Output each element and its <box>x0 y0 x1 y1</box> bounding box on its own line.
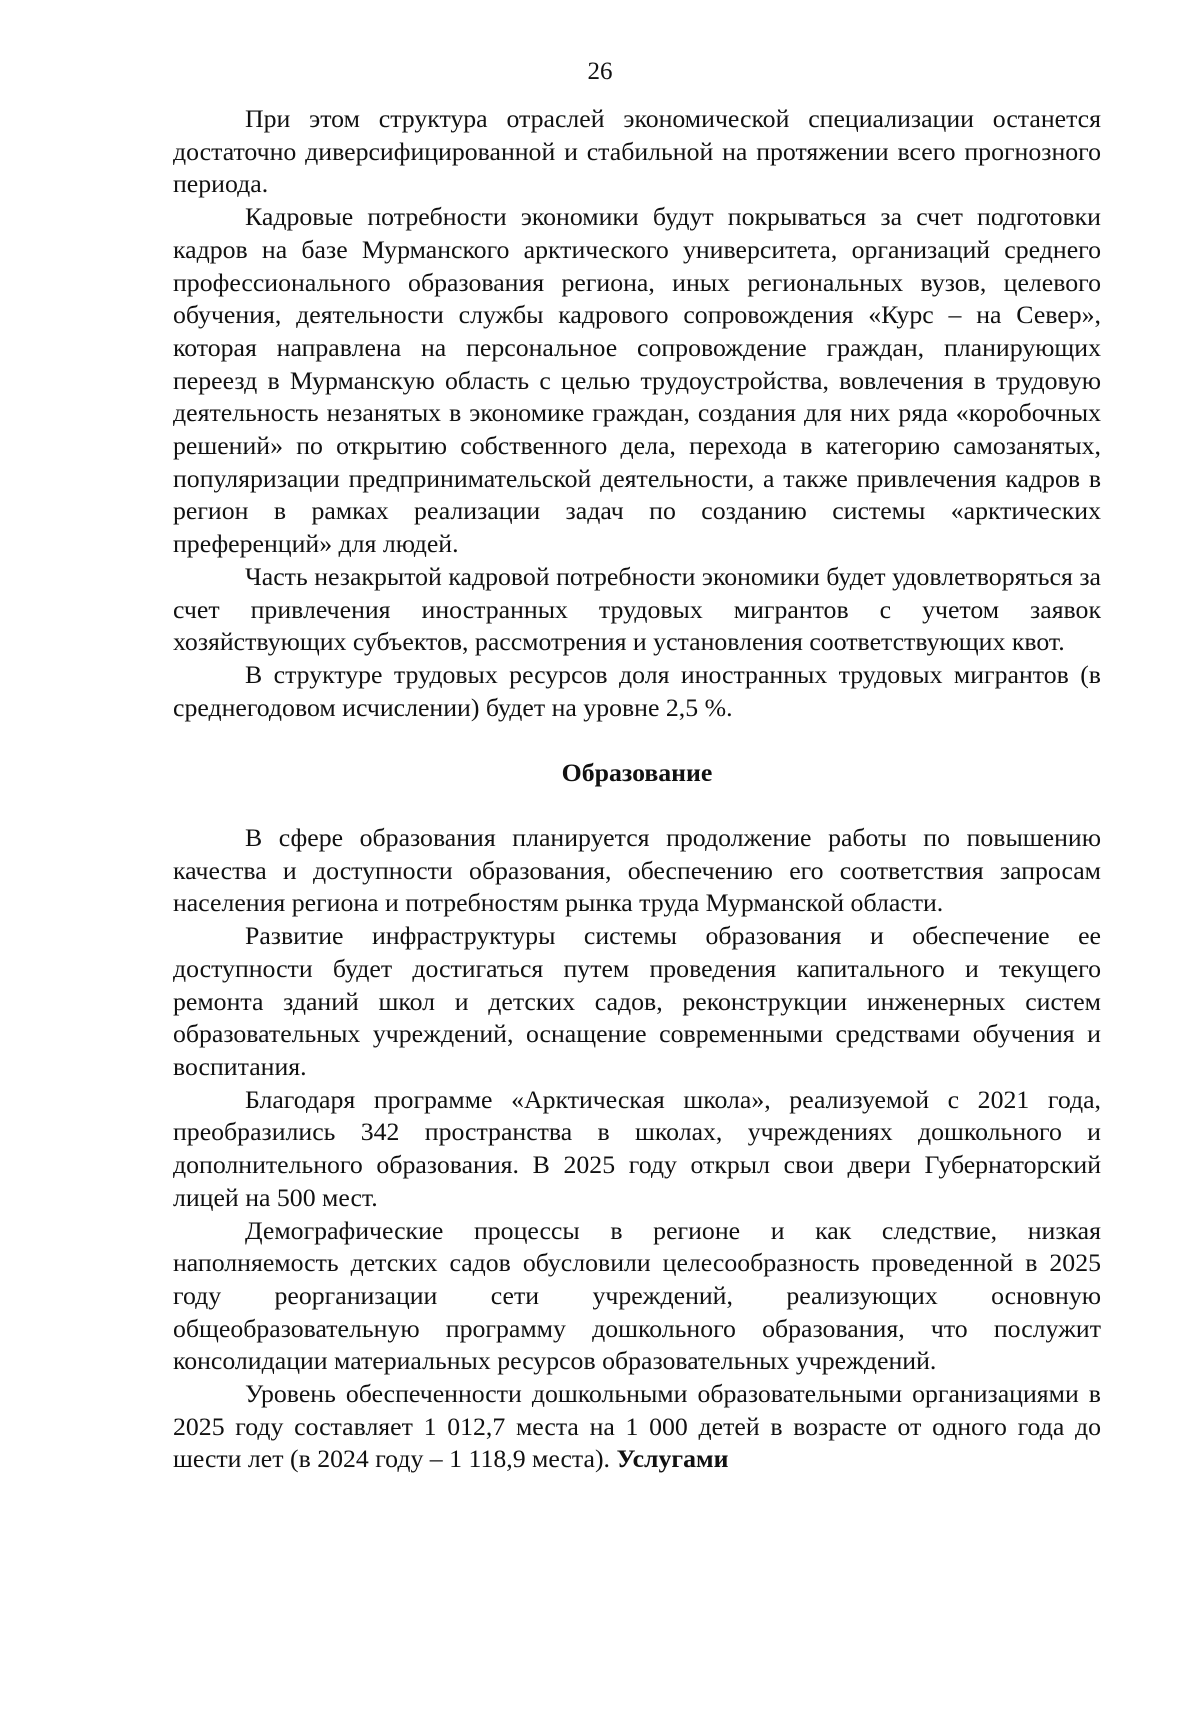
paragraph: При этом структура отраслей экономической специализации останется достаточно диверсифицированной и стабильной на протяжении всего прогнозного периода. <box>173 104 1101 199</box>
paragraph: Часть незакрытой кадровой потребности экономики будет удовлетворяться за счет привлечения иностранных трудовых мигрантов с учетом заявок хозяйствующих субъектов, рассмотрения и установления соответствующих квот. <box>173 561 1101 657</box>
paragraph-last-bold-tail: Услугами <box>616 1444 729 1474</box>
page-number: 26 <box>587 58 613 85</box>
paragraph: В сфере образования планируется продолжение работы по повышению качества и доступности образования, обеспечению его соответствия запросам населения региона и потребностям рынка труда Мурманской области. <box>173 823 1101 918</box>
paragraph: В структуре трудовых ресурсов доля иностранных трудовых мигрантов (в среднегодовом исчислении) будет на уровне 2,5 %. <box>173 659 1101 722</box>
paragraph: Демографические процессы в регионе и как следствие, низкая наполняемость детских садов обусловили целесообразность проведенной в 2025 году реорганизации сети учреждений, реализующих основную общеобразовательную программу дошкольного образования, что послужит консолидации материальных ресурсов образовательных учреждений. <box>173 1215 1101 1376</box>
paragraph: Кадровые потребности экономики будут покрываться за счет подготовки кадров на базе Мурманского арктического университета, организаций среднего профессионального образования региона, иных региональных вузов, целевого обучения, деятельности службы кадрового сопровождения «Курс – на Север», которая направлена на персональное сопровождение граждан, планирующих переезд в Мурманскую область с целью трудоустройства, вовлечения в трудовую деятельность незанятых в экономике граждан, создания для них ряда «коробочных решений» по открытию собственного дела, перехода в категорию самозанятых, популяризации предпринимательской деятельности, а также привлечения кадров в регион в рамках реализации задач по созданию системы «арктических преференций» для людей. <box>173 202 1101 559</box>
document-body <box>173 103 1101 1476</box>
paragraph-last-text: Уровень обеспеченности дошкольными образовательными организациями в 2025 году составляет 1 012,7 места на 1 000 детей в возрасте от одного года до шести лет (в 2024 году – 1 118,9 места). <box>173 1379 1101 1474</box>
paragraph-last <box>173 1378 1101 1476</box>
paragraph: Благодаря программе «Арктическая школа», реализуемой с 2021 года, преобразились 342 пространства в школах, учреждениях дошкольного и дополнительного образования. В 2025 году открыл свои двери Губернаторский лицей на 500 мест. <box>173 1084 1101 1212</box>
section-heading: Образование <box>561 758 713 788</box>
paragraph: Развитие инфраструктуры системы образования и обеспечение ее доступности будет достигаться путем проведения капитального и текущего ремонта зданий школ и детских садов, реконструкции инженерных систем образовательных учреждений, оснащение современными средствами обучения и воспитания. <box>173 921 1101 1081</box>
